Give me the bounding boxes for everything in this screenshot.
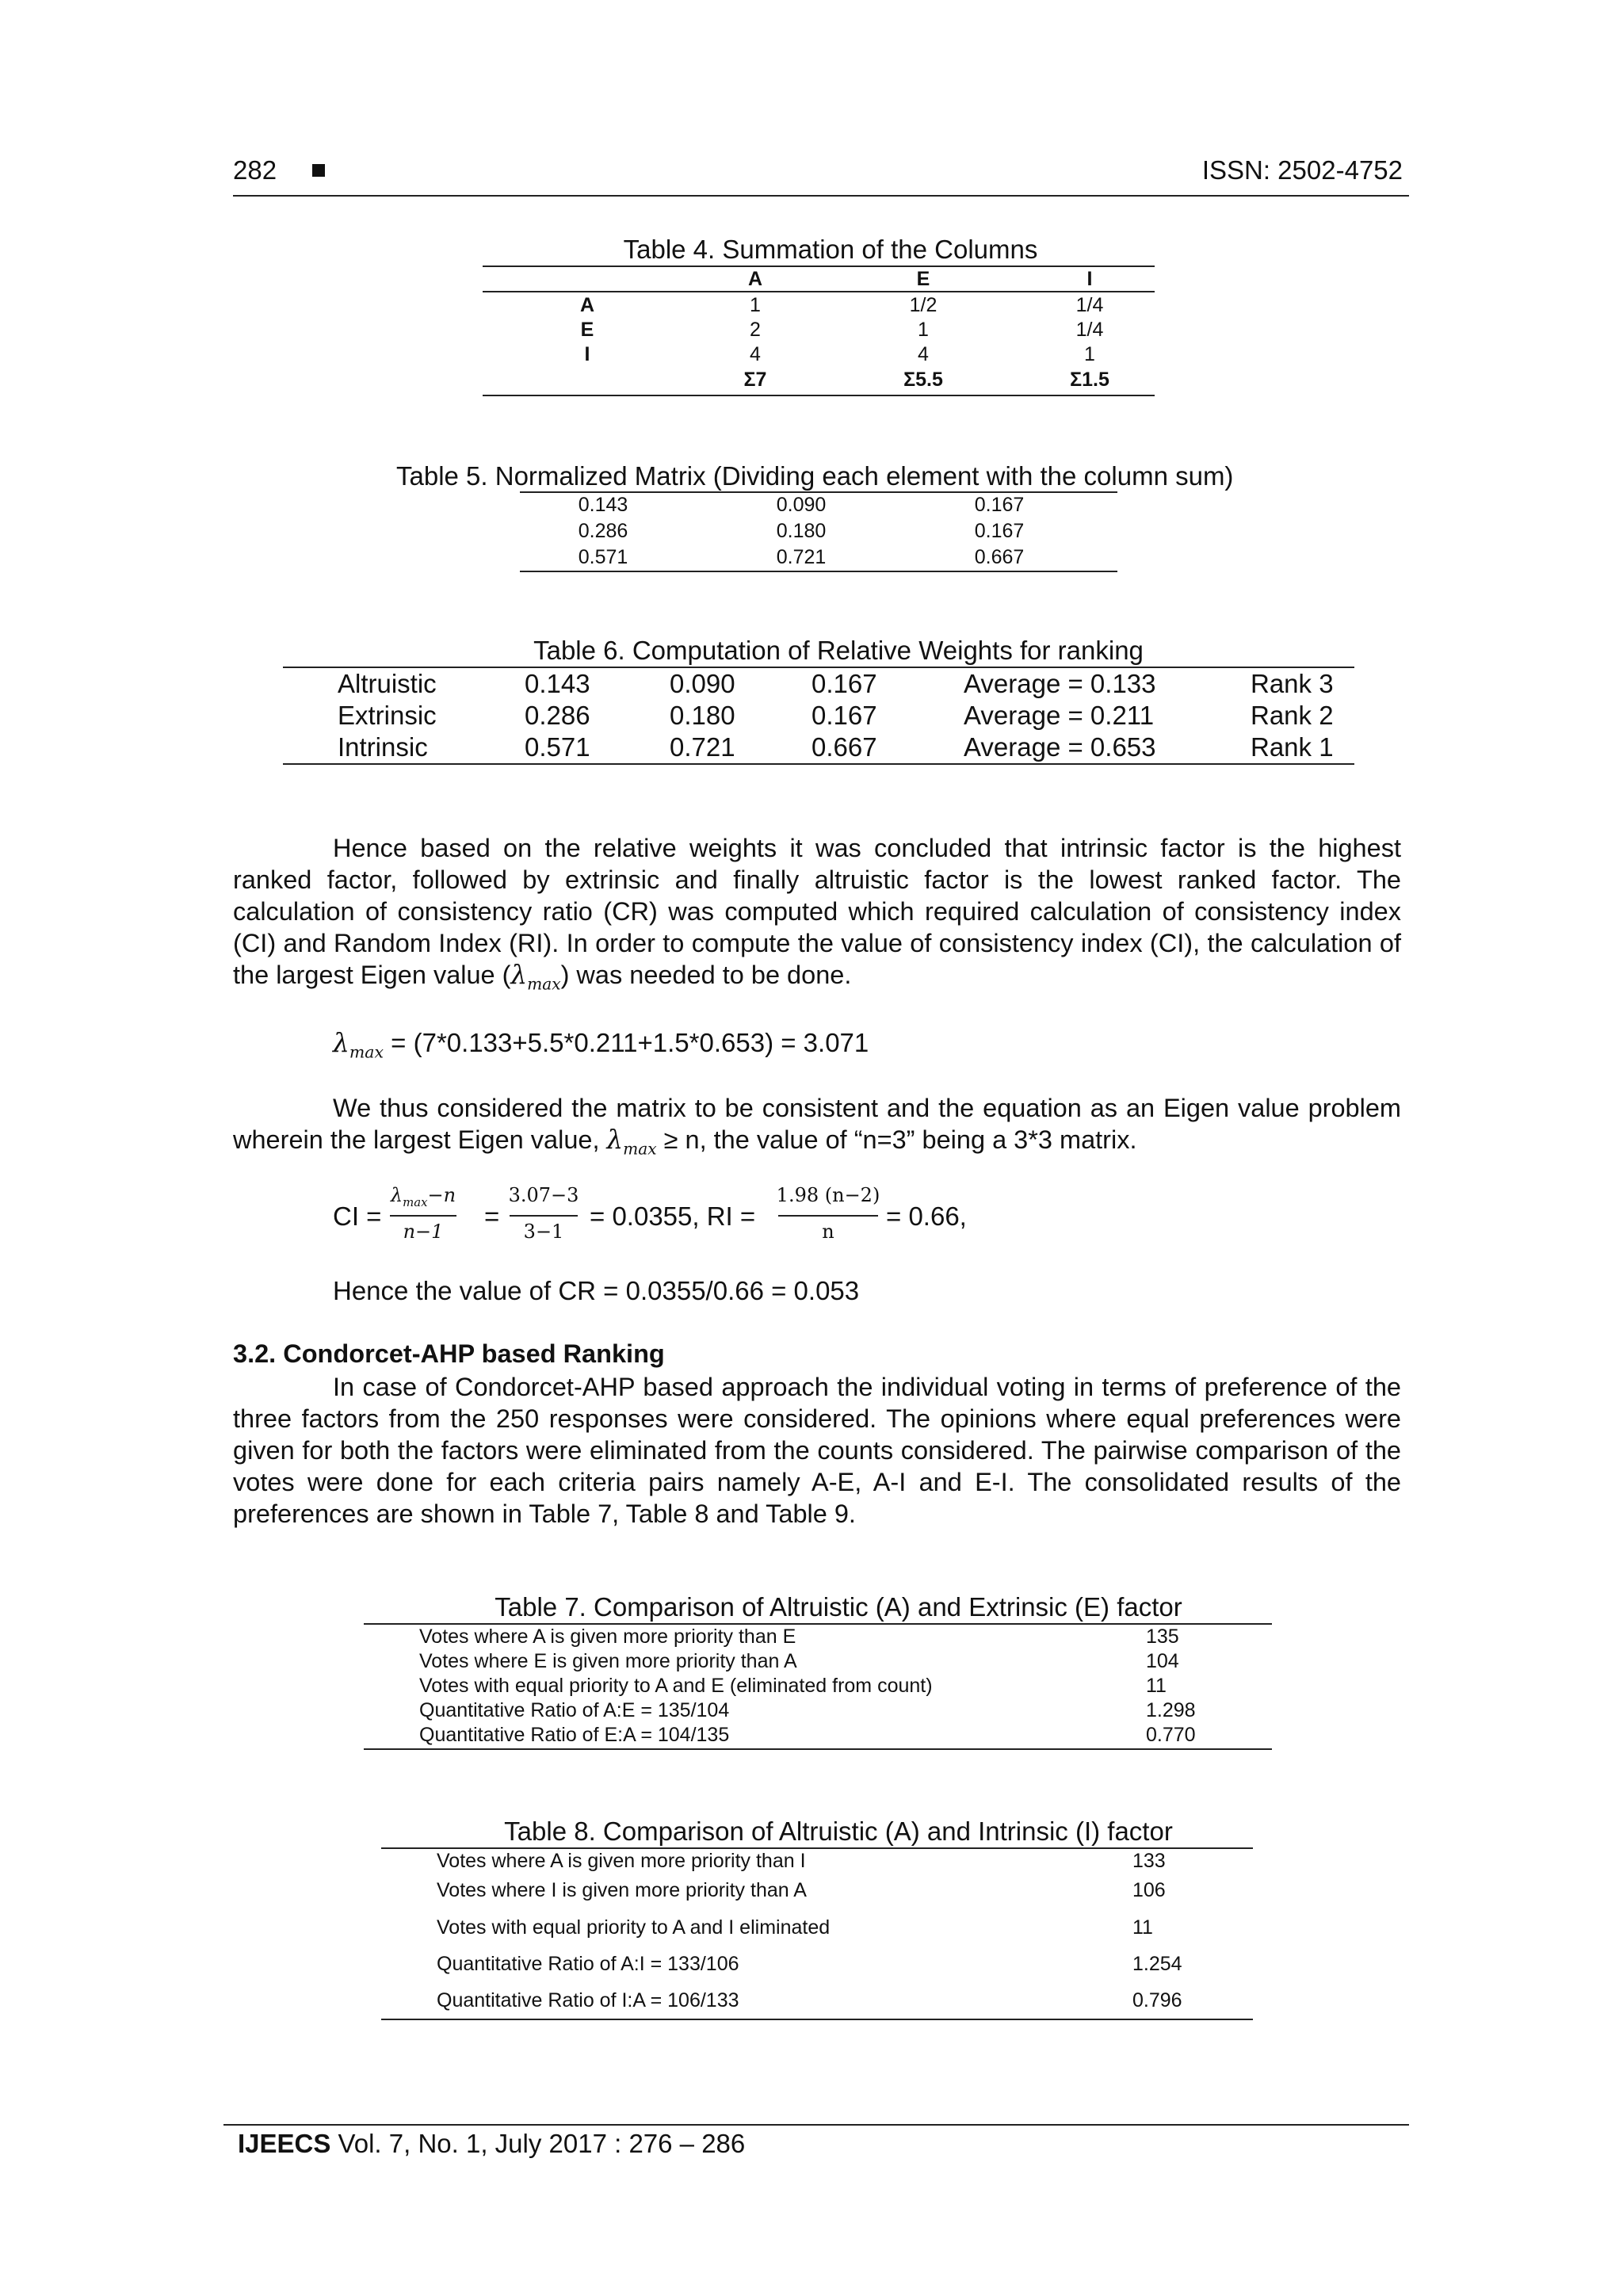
journal-name: IJEECS [238,2129,331,2158]
table-6-cell: 0.286 [525,701,590,730]
table-7-label: Votes where E is given more priority than A [419,1650,797,1672]
table-4-col-header: A [747,268,763,290]
numerator-rest: −n [427,1184,456,1206]
equation-text: = 0.66, [886,1201,967,1231]
table-8-label: Quantitative Ratio of A:I = 133/106 [437,1953,739,1975]
lambda-symbol: λ [333,1027,349,1058]
table-5-cell: 0.167 [974,494,1025,516]
paragraph-relative-weights [233,832,1401,1000]
table-7-value: 0.770 [1146,1724,1196,1746]
table-4-header-rule [483,291,1155,292]
table-4-caption: Table 4. Summation of the Columns [623,235,1038,264]
lambda-symbol: λ [606,1125,624,1155]
lambda-subscript: max [527,974,561,994]
paragraph-eigen-value [233,1092,1401,1165]
table-6-row-name: Extrinsic [338,701,437,730]
equation-lambda-max [333,1027,869,1062]
table-5-cell: 0.180 [776,520,827,542]
table-7-value: 11 [1146,1675,1167,1697]
table-6-rank: Rank 1 [1251,732,1334,762]
table-4-cell: 4 [918,343,929,365]
table-6-cell: 0.571 [525,732,590,762]
table-5-cell: 0.167 [974,520,1025,542]
page-number: 282 [233,155,277,185]
fraction-denominator: 3−1 [523,1221,564,1243]
table-7-value: 135 [1146,1626,1179,1648]
equals-sign: = [484,1201,500,1231]
table-4-col-header: I [1086,268,1093,290]
table-6-rank: Rank 2 [1251,701,1334,730]
table-4-col-header: E [916,268,930,290]
table-8-label: Quantitative Ratio of I:A = 106/133 [437,1989,739,2011]
paragraph-text: ≥ n, the value of “n=3” being a 3*3 matrix. [656,1125,1137,1154]
header-square-icon [312,164,325,177]
table-4-bottom-rule [483,395,1155,396]
table-8-value: 133 [1132,1850,1166,1872]
table-5-cell: 0.667 [974,546,1025,568]
table-8-caption: Table 8. Comparison of Altruistic (A) and Intrinsic (I) factor [504,1817,1173,1846]
table-5-cell: 0.571 [578,546,628,568]
table-6-row-name: Intrinsic [338,732,428,762]
paragraph-condorcet [233,1371,1401,1530]
table-4-cell: 1 [918,319,929,341]
section-heading: 3.2. Condorcet-AHP based Ranking [233,1339,665,1368]
fraction-bar [778,1215,878,1217]
table-6-average: Average = 0.133 [964,669,1156,698]
table-8-value: 0.796 [1132,1989,1182,2011]
table-7-label: Quantitative Ratio of A:E = 135/104 [419,1699,730,1721]
table-7-label: Votes where A is given more priority than E [419,1626,796,1648]
table-6-bottom-rule [283,763,1354,765]
table-4-row-label: I [584,343,590,365]
table-5-top-rule [520,491,1117,493]
table-8-bottom-rule [381,2019,1253,2020]
equation-cr: Hence the value of CR = 0.0355/0.66 = 0.053 [333,1276,860,1305]
table-5-cell: 0.090 [776,494,827,516]
table-4-sum: Σ1.5 [1070,369,1109,391]
paragraph-text: ) was needed to be done. [560,961,852,989]
table-6-cell: 0.167 [812,669,877,698]
table-4-cell: 1 [1084,343,1095,365]
footer-citation [238,2129,745,2159]
lambda-subscript: max [623,1139,657,1159]
table-7-label: Votes with equal priority to A and E (eliminated from count) [419,1675,933,1697]
paragraph-text: We thus considered the matrix to be consistent and the equation as an Eigen value problem wherein the largest Eigen value, [233,1094,1401,1154]
journal-issue: Vol. 7, No. 1, July 2017 : 276 – 286 [330,2129,746,2158]
table-7-caption: Table 7. Comparison of Altruistic (A) and Extrinsic (E) factor [495,1592,1182,1622]
footer-rule [223,2124,1409,2126]
table-8-label: Votes where A is given more priority than I [437,1850,806,1872]
table-6-row-name: Altruistic [338,669,437,698]
table-5-cell: 0.143 [578,494,628,516]
table-7-top-rule [364,1623,1272,1625]
equation-text: = (7*0.133+5.5*0.211+1.5*0.653) = 3.071 [384,1028,869,1057]
table-6-caption: Table 6. Computation of Relative Weights for ranking [533,636,1144,665]
table-7-value: 1.298 [1146,1699,1196,1721]
paragraph-text: In case of Condorcet-AHP based approach the individual voting in terms of preference of the three factors from the 250 responses were considered. The opinions where equal preferences were given for both the factors were eliminated from the counts considered. The pairwise comparison of the votes were done for each criteria pairs namely A-E, A-I and E-I. The consolidated results of the preferences are shown in Table 7, Table 8 and Table 9. [233,1373,1401,1528]
fraction-denominator: n [822,1221,834,1243]
table-6-top-rule [283,667,1354,668]
equation-text: = 0.0355, RI = [590,1201,756,1231]
issn: ISSN: 2502-4752 [1201,155,1403,185]
table-4-row-label: A [579,294,595,316]
table-6-average: Average = 0.653 [964,732,1156,762]
table-6-cell: 0.143 [525,669,590,698]
lambda-symbol: λ [390,1184,403,1206]
fraction-numerator: 1.98 (n−2) [776,1184,880,1206]
table-5-cell: 0.721 [776,546,827,568]
table-4-row-label: E [580,319,594,341]
ci-label: CI = [333,1201,382,1231]
table-8-top-rule [381,1847,1253,1849]
table-4-cell: 1/2 [909,294,938,316]
fraction-bar [390,1215,456,1217]
fraction-denominator: n−1 [403,1221,444,1243]
table-6-rank: Rank 3 [1251,669,1334,698]
fraction-numerator: 3.07−3 [508,1184,579,1206]
table-6-cell: 0.667 [812,732,877,762]
lambda-subscript: max [403,1194,428,1209]
table-5-bottom-rule [520,571,1117,572]
fraction-numerator [391,1184,456,1209]
table-4-cell: 1/4 [1075,319,1104,341]
table-5-caption: Table 5. Normalized Matrix (Dividing each element with the column sum) [396,461,1234,491]
table-4-top-rule [483,266,1155,267]
table-7-bottom-rule [364,1748,1272,1750]
lambda-symbol: λ [510,960,528,990]
table-4-cell: 2 [750,319,761,341]
table-6-cell: 0.090 [670,669,735,698]
table-5-cell: 0.286 [578,520,628,542]
table-4-sum: Σ7 [743,369,767,391]
table-6-cell: 0.721 [670,732,735,762]
table-4-cell: 4 [750,343,761,365]
table-4-cell: 1 [750,294,761,316]
lambda-subscript: max [349,1042,384,1062]
paragraph-text: Hence based on the relative weights it was concluded that intrinsic factor is the highest ranked factor, followed by extrinsic and finally altruistic factor is the lowest ranked factor. The calculation of consistency ratio (CR) was computed which required calculation of consistency index (CI) and Random Index (RI). In order to compute the value of consistency index (CI), the calculation of the largest Eigen value ( [233,834,1401,989]
fraction-bar [510,1215,578,1217]
table-8-value: 1.254 [1132,1953,1182,1975]
table-7-value: 104 [1146,1650,1179,1672]
table-8-value: 106 [1132,1879,1166,1901]
table-7-label: Quantitative Ratio of E:A = 104/135 [419,1724,730,1746]
table-8-value: 11 [1132,1916,1153,1939]
table-6-cell: 0.180 [670,701,735,730]
table-4-cell: 1/4 [1075,294,1104,316]
table-8-label: Votes with equal priority to A and I eliminated [437,1916,831,1939]
table-6-cell: 0.167 [812,701,877,730]
header-rule [233,195,1409,197]
table-4-sum: Σ5.5 [903,369,943,391]
table-8-label: Votes where I is given more priority than A [437,1879,807,1901]
table-6-average: Average = 0.211 [964,701,1155,730]
